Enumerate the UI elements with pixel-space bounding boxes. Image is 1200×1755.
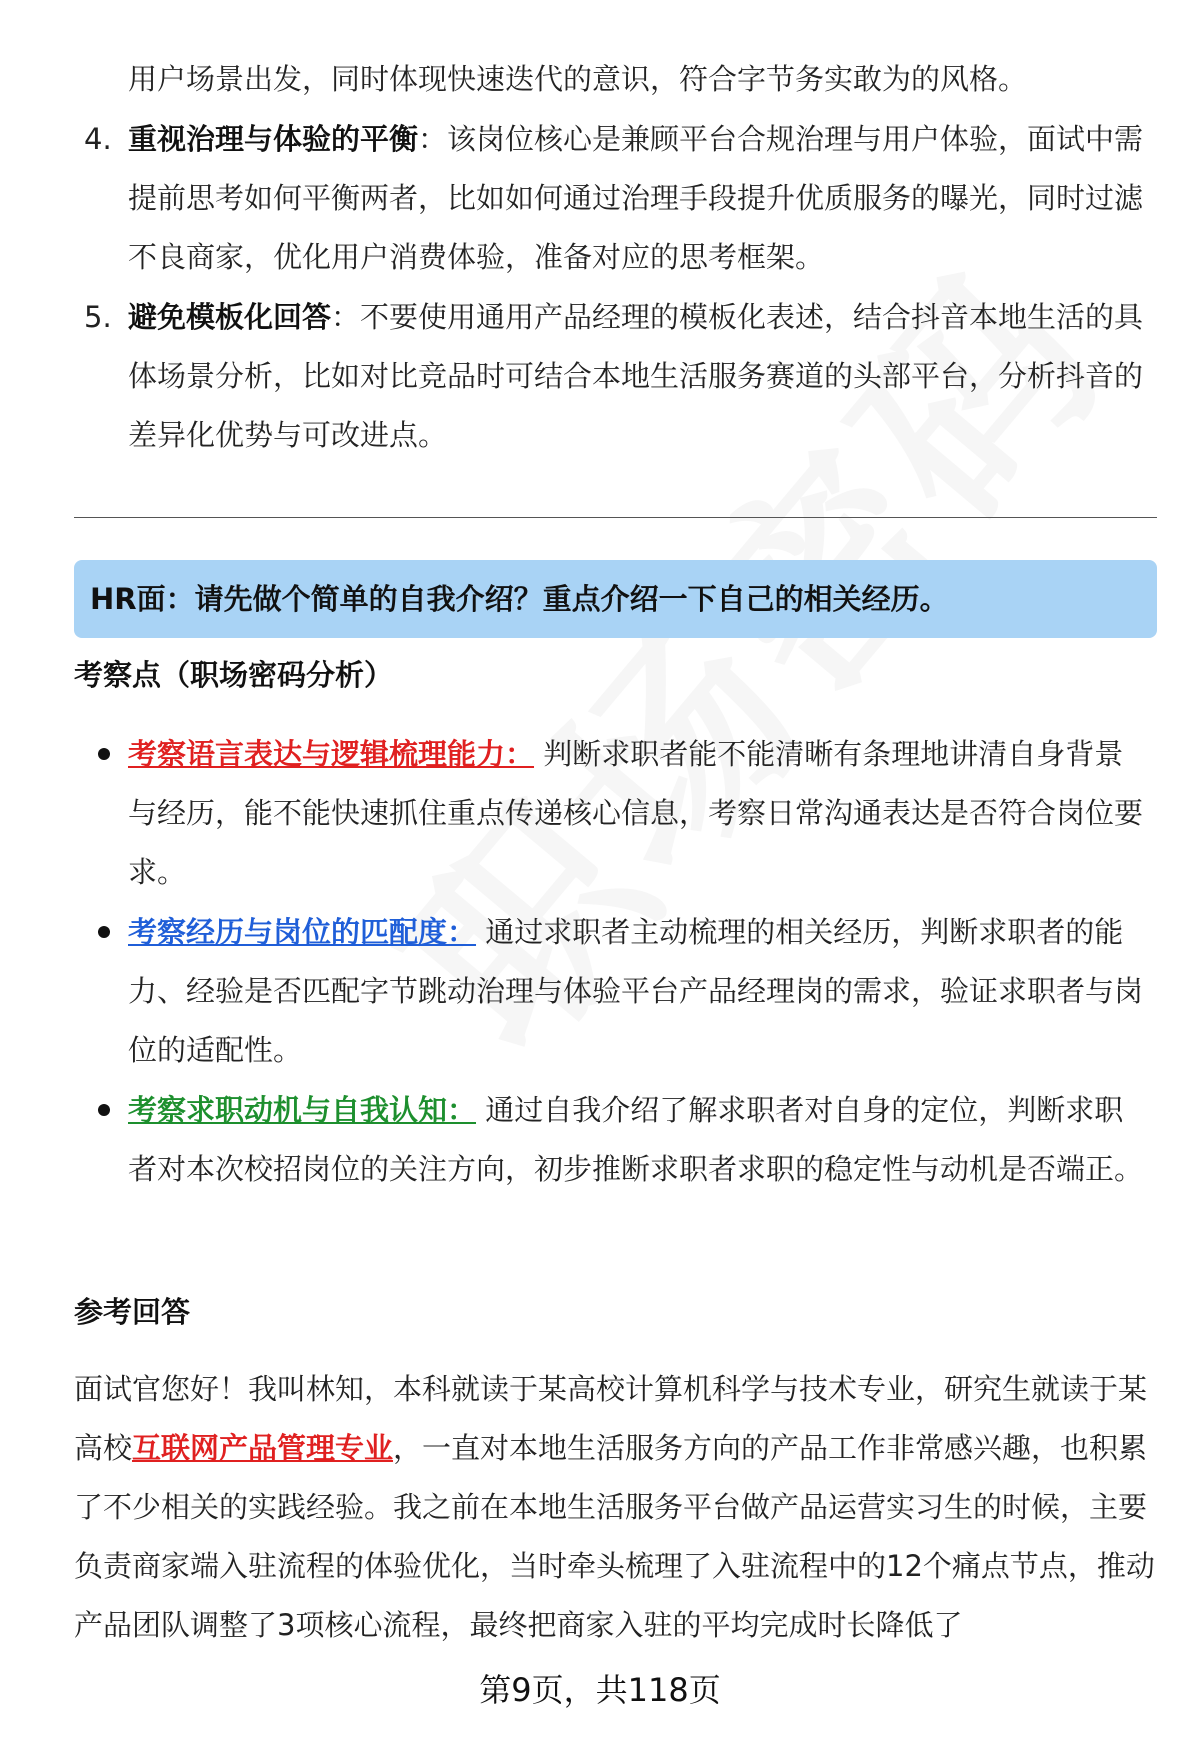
answer-text-before: 面试官您好！我叫林知，本科就读于某高校计算机科学与技术专业，研究生就读于某高校 <box>74 1372 1148 1465</box>
point-body: 通过求职者主动梳理的相关经历，判断求职者的能力、经验是否匹配字节跳动治理与体验平台产品经理岗的需求，验证求职者与岗位的适配性。 <box>128 915 1144 1067</box>
answer-heading: 参考回答 <box>74 1295 191 1329</box>
question-callout <box>74 560 1157 638</box>
point-item-1 <box>74 725 1154 902</box>
answer-text-after: ，一直对本地生活服务方向的产品工作非常感兴趣，也积累了不少相关的实践经验。我之前在本地生活服务平台做产品运营实习生的时候，主要负责商家端入驻流程的体验优化，当时牵头梳理了入驻流程中的12个痛点节点，推动产品团队调整了3项核心流程，最终把商家入驻的平均完成时长降低了 <box>74 1431 1155 1642</box>
list-item-5 <box>74 288 1154 465</box>
point-item-3 <box>74 1081 1154 1199</box>
point-body: 通过自我介绍了解求职者对自身的定位，判断求职者对本次校招岗位的关注方向，初步推断求职者求职的稳定性与动机是否端正。 <box>128 1093 1144 1186</box>
list-item-title: 重视治理与体验的平衡 <box>128 122 419 156</box>
list-item-title: 避免模板化回答 <box>128 300 332 334</box>
page-footer: 第9页，共118页 <box>479 1671 721 1709</box>
question-text: HR面：请先做个简单的自我介绍？重点介绍一下自己的相关经历。 <box>90 582 949 616</box>
list-item-body: ：不要使用通用产品经理的模板化表述，结合抖音本地生活的具体场景分析，比如对比竞品时可结合本地生活服务赛道的头部平台，分析抖音的差异化优势与可改进点。 <box>128 300 1144 452</box>
point-label: 考察语言表达与逻辑梳理能力： <box>128 737 535 771</box>
list-item-4 <box>74 110 1154 287</box>
list-number: 5. <box>84 300 112 334</box>
list-number: 4. <box>84 122 112 156</box>
section-divider <box>74 517 1157 518</box>
point-item-2 <box>74 903 1154 1080</box>
point-label: 考察求职动机与自我认知： <box>128 1093 477 1127</box>
point-body: 判断求职者能不能清晰有条理地讲清自身背景与经历，能不能快速抓住重点传递核心信息，考察日常沟通表达是否符合岗位要求。 <box>128 737 1144 889</box>
list-item-body: ：该岗位核心是兼顾平台合规治理与用户体验，面试中需提前思考如何平衡两者，比如如何通过治理手段提升优质服务的曝光，同时过滤不良商家，优化用户消费体验，准备对应的思考框架。 <box>128 122 1144 274</box>
bullet-icon <box>98 1104 110 1116</box>
section-heading: 考察点（职场密码分析） <box>74 658 394 692</box>
continuation-paragraph: 用户场景出发，同时体现快速迭代的意识，符合字节务实敢为的风格。 <box>128 62 1028 96</box>
bullet-icon <box>98 748 110 760</box>
point-label: 考察经历与岗位的匹配度： <box>128 915 477 949</box>
answer-highlight: 互联网产品管理专业 <box>132 1431 394 1465</box>
answer-paragraph <box>74 1360 1157 1655</box>
bullet-icon <box>98 926 110 938</box>
